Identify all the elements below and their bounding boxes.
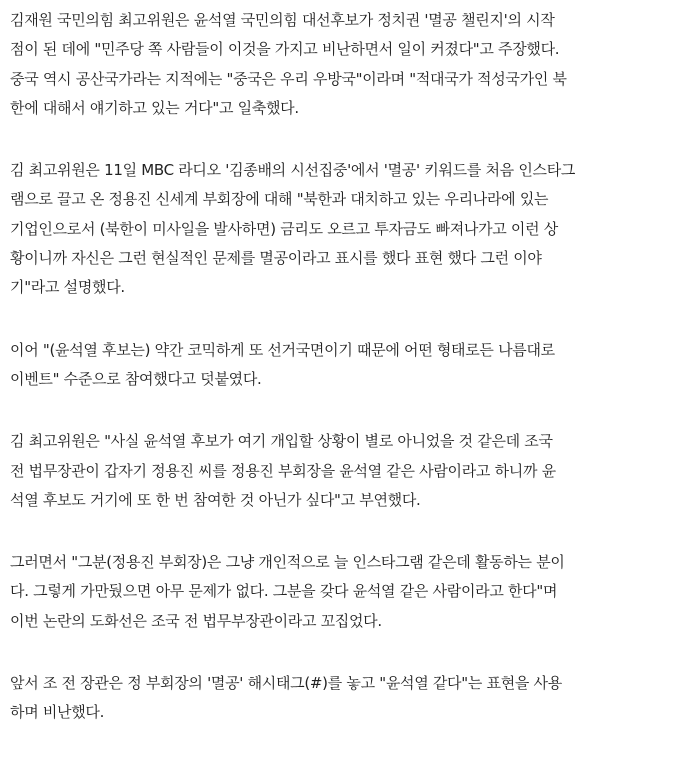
text-line: 앞서 조 전 장관은 정 부회장의 '멸공' 해시태그(#)를 놓고 "윤석열 같다"는 표현을 사용	[10, 674, 562, 693]
text-line: 기"라고 설명했다.	[10, 278, 125, 297]
text-line: 중국 역시 공산국가라는 지적에는 "중국은 우리 우방국"이라며 "적대국가 적성국가인 북	[10, 69, 567, 88]
text-line: 기업인으로서 (북한이 미사일을 발사하면) 금리도 오르고 투자금도 빠져나가고 이런 상	[10, 219, 558, 238]
text-line: 김재원 국민의힘 최고위원은 윤석열 국민의힘 대선후보가 정치권 '멸공 챌린지'의 시작	[10, 11, 555, 29]
text-line: 황이니까 자신은 그런 현실적인 문제를 멸공이라고 표시를 했다 표현 했다 그런 이야	[10, 249, 542, 268]
paragraph-6	[10, 669, 665, 728]
text-line: 한에 대해서 얘기하고 있는 거다"고 일축했다.	[10, 98, 299, 117]
paragraph-4	[10, 427, 665, 515]
text-line: 하며 비난했다.	[10, 703, 105, 722]
text-line: 석열 후보도 거기에 또 한 번 참여한 것 아닌가 싶다"고 부연했다.	[10, 490, 421, 509]
text-line: 이번 논란의 도화선은 조국 전 법무부장관이라고 꼬집었다.	[10, 611, 382, 630]
text-line: 다. 그렇게 가만뒀으면 아무 문제가 없다. 그분을 갖다 윤석열 같은 사람이라고 한다"며	[10, 582, 558, 601]
text-line: 이벤트" 수준으로 참여했다고 덧붙였다.	[10, 369, 262, 388]
paragraph-2	[10, 156, 665, 302]
paragraph-5	[10, 548, 665, 636]
text-line: 그러면서 "그분(정용진 부회장)은 그냥 개인적으로 늘 인스타그램 같은데 활동하는 분이	[10, 553, 565, 572]
article-body	[10, 6, 665, 761]
text-line: 김 최고위원은 11일 MBC 라디오 '김종배의 시선집중'에서 '멸공' 키워드를 처음 인스타그	[10, 161, 576, 180]
text-line: 램으로 끌고 온 정용진 신세계 부회장에 대해 "북한과 대치하고 있는 우리나라에 있는	[10, 190, 549, 209]
paragraph-3	[10, 336, 665, 395]
paragraph-1	[10, 6, 665, 123]
text-line: 이어 "(윤석열 후보는) 약간 코믹하게 또 선거국면이기 때문에 어떤 형태로든 나름대로	[10, 340, 555, 359]
text-line: 점이 된 데에 "민주당 쪽 사람들이 이것을 가지고 비난하면서 일이 커졌다"고 주장했다.	[10, 40, 560, 59]
text-line: 김 최고위원은 "사실 윤석열 후보가 여기 개입할 상황이 별로 아니었을 것 같은데 조국	[10, 432, 553, 451]
text-line: 전 법무장관이 갑자기 정용진 씨를 정용진 부회장을 윤석열 같은 사람이라고 하니까 윤	[10, 461, 556, 480]
